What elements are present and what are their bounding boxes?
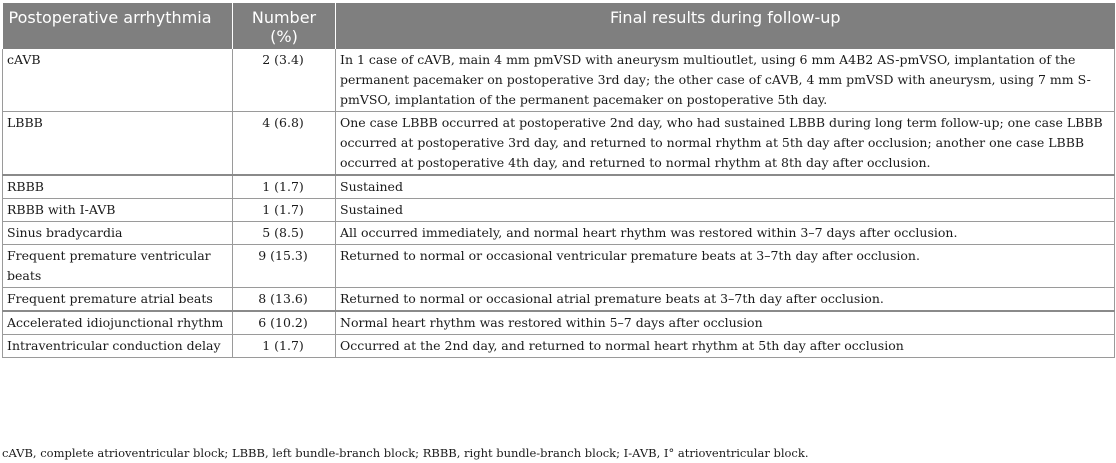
table-row xyxy=(3,222,1115,245)
arrhythmia-table xyxy=(2,3,1115,358)
table-row xyxy=(3,175,1115,199)
cell-result: All occurred immediately, and normal heart rhythm was restored within 3–7 days after occlusion. xyxy=(336,222,1115,245)
cell-number: 6 (10.2) xyxy=(233,311,336,335)
table-row xyxy=(3,288,1115,312)
table-row xyxy=(3,112,1115,176)
cell-number: 9 (15.3) xyxy=(233,245,336,288)
table-row xyxy=(3,311,1115,335)
header-number: Number (%) xyxy=(233,3,336,49)
cell-arrhythmia: Intraventricular conduction delay xyxy=(3,335,233,358)
cell-result: Sustained xyxy=(336,175,1115,199)
cell-arrhythmia: RBBB with I-AVB xyxy=(3,199,233,222)
header-final-results: Final results during follow-up xyxy=(336,3,1115,49)
table-container xyxy=(2,3,1114,358)
cell-result: Normal heart rhythm was restored within 5–7 days after occlusion xyxy=(336,311,1115,335)
cell-arrhythmia: RBBB xyxy=(3,175,233,199)
table-row xyxy=(3,199,1115,222)
cell-number: 1 (1.7) xyxy=(233,199,336,222)
table-footnote: cAVB, complete atrioventricular block; LBBB, left bundle-branch block; RBBB, right bundle-branch block; I-AVB, I° atrioventricular block. xyxy=(2,446,809,460)
cell-result: Returned to normal or occasional atrial premature beats at 3–7th day after occlusion. xyxy=(336,288,1115,312)
cell-number: 4 (6.8) xyxy=(233,112,336,176)
header-row xyxy=(3,3,1115,49)
table-row xyxy=(3,335,1115,358)
cell-number: 1 (1.7) xyxy=(233,335,336,358)
header-arrhythmia: Postoperative arrhythmia xyxy=(3,3,233,49)
table-row xyxy=(3,245,1115,288)
cell-result: Occurred at the 2nd day, and returned to normal heart rhythm at 5th day after occlusion xyxy=(336,335,1115,358)
cell-result: Sustained xyxy=(336,199,1115,222)
cell-result: Returned to normal or occasional ventricular premature beats at 3–7th day after occlusion. xyxy=(336,245,1115,288)
cell-arrhythmia: cAVB xyxy=(3,49,233,112)
cell-number: 2 (3.4) xyxy=(233,49,336,112)
table-row xyxy=(3,49,1115,112)
cell-arrhythmia: Frequent premature atrial beats xyxy=(3,288,233,312)
cell-number: 5 (8.5) xyxy=(233,222,336,245)
cell-number: 1 (1.7) xyxy=(233,175,336,199)
cell-arrhythmia: Accelerated idiojunctional rhythm xyxy=(3,311,233,335)
cell-number: 8 (13.6) xyxy=(233,288,336,312)
cell-arrhythmia: Frequent premature ventricular beats xyxy=(3,245,233,288)
cell-arrhythmia: Sinus bradycardia xyxy=(3,222,233,245)
cell-result: In 1 case of cAVB, main 4 mm pmVSD with aneurysm multioutlet, using 6 mm A4B2 AS-pmVSO, implantation of the permanent pacemaker on postoperative 3rd day; the other case of cAVB, 4 mm pmVSD with aneurysm, using 7 mm S-pmVSO, implantation of the permanent pacemaker on postoperative 5th day. xyxy=(336,49,1115,112)
cell-result: One case LBBB occurred at postoperative 2nd day, who had sustained LBBB during long term follow-up; one case LBBB occurred at postoperative 3rd day, and returned to normal rhythm at 5th day after occlusion; another one case LBBB occurred at postoperative 4th day, and returned to normal rhythm at 8th day after occlusion. xyxy=(336,112,1115,176)
cell-arrhythmia: LBBB xyxy=(3,112,233,176)
